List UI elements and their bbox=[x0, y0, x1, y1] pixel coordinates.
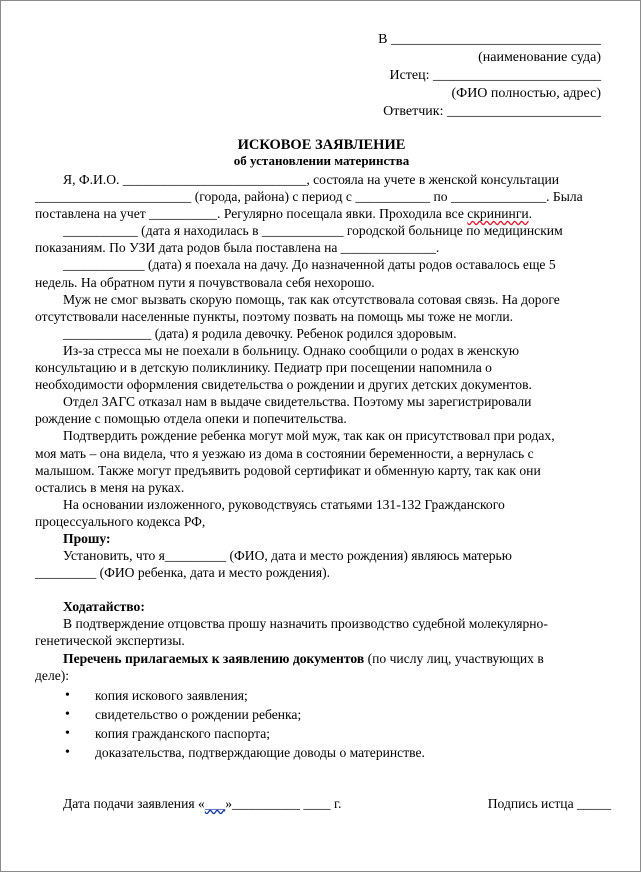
text-line: _______________________ (города, района) с период с ___________ по ______________. Была bbox=[35, 189, 583, 205]
list-item-text: доказательства, подтверждающие доводы о материнстве. bbox=[95, 744, 425, 760]
filing-date bbox=[63, 796, 341, 811]
bullet-icon: • bbox=[65, 725, 70, 741]
request-heading: Прошу: bbox=[63, 530, 111, 546]
paragraph-1 bbox=[35, 171, 611, 222]
addressee-block bbox=[361, 31, 601, 121]
text-line: малышом. Также могут предъявить родовой сертификат и обменную карту, так как они bbox=[35, 462, 541, 478]
text-line: остались в меня на руках. bbox=[35, 479, 185, 495]
text-line: необходимости оформления свидетельства о рождении и других детских документов. bbox=[35, 377, 532, 393]
text-line: Я, Ф.И.О. ___________________________, состояла на учете в женской консультации bbox=[63, 172, 560, 187]
text-line: отсутствовали населенные пункты, поэтому позвать на помощь мы тоже не могли. bbox=[35, 308, 514, 324]
bullet-icon: • bbox=[65, 706, 70, 722]
paragraph-9 bbox=[35, 496, 611, 530]
text-line: Из-за стресса мы не поехали в больницу. Однако сообщили о родах в женскую bbox=[63, 342, 520, 358]
text-line: консультацию и в детскую поликлинику. Педиатр при посещении напомнила о bbox=[35, 360, 492, 376]
plaintiff-hint: (ФИО полностью, адрес) bbox=[451, 86, 601, 101]
paragraph-8 bbox=[35, 427, 611, 495]
text-line bbox=[63, 650, 611, 667]
list-item bbox=[63, 686, 611, 705]
text-line: Муж не смог вызвать скорую помощь, так как отсутствовала сотовая связь. На дороге bbox=[63, 291, 560, 307]
motion-heading: Ходатайство: bbox=[63, 599, 145, 615]
text-line: деле): bbox=[35, 667, 70, 683]
plaintiff-line: Истец: ________________________ bbox=[389, 68, 601, 83]
plaintiff-signature: Подпись истца _____ bbox=[487, 796, 611, 811]
paragraph-7 bbox=[35, 393, 611, 427]
text-line: Установить, что я_________ (ФИО, дата и место рождения) являюсь матерью bbox=[63, 548, 512, 564]
text-line: моя мать – она видела, что я уезжаю из дома в состоянии беременности, а вернулась с bbox=[35, 445, 534, 461]
list-item-text: копия гражданского паспорта; bbox=[95, 725, 271, 741]
text-line: _____________ (дата) я родила девочку. Ребенок родился здоровым. bbox=[63, 325, 457, 341]
text-line: генетической экспертизы. bbox=[35, 633, 185, 649]
text-line: В подтверждение отцовства прошу назначить производство судебной молекулярно- bbox=[63, 616, 548, 632]
attachments-list bbox=[63, 686, 611, 762]
paragraph-11 bbox=[35, 615, 611, 649]
paragraph-4 bbox=[35, 291, 611, 325]
text-line: ____________ (дата) я поехала на дачу. До назначенной даты родов оставалось еще 5 bbox=[63, 257, 556, 273]
paragraph-3 bbox=[35, 256, 611, 290]
spellcheck-word: скрининги bbox=[467, 206, 529, 222]
text-line bbox=[35, 205, 611, 222]
text-line: Отдел ЗАГС отказал нам в выдаче свидетельства. Поэтому мы зарегистрировали bbox=[63, 394, 532, 410]
document-title: ИСКОВОЕ ЗАЯВЛЕНИЕ bbox=[237, 137, 406, 153]
document-body bbox=[35, 171, 611, 762]
paragraph-6 bbox=[35, 342, 611, 393]
paragraph-2 bbox=[35, 222, 611, 256]
text-span: Перечень прилагаемых к заявлению документов bbox=[63, 650, 365, 666]
bullet-icon: • bbox=[65, 687, 70, 703]
text-line: ___________ (дата я находилась в ____________ городской больнице по медицинским bbox=[63, 223, 563, 239]
signature-footer bbox=[63, 795, 611, 812]
text-line: процессуального кодекса РФ, bbox=[35, 513, 206, 529]
bullet-icon: • bbox=[65, 744, 70, 760]
text-span: Дата подачи заявления « bbox=[63, 796, 205, 811]
text-line: рождение с помощью отдела опеки и попечительства. bbox=[35, 411, 347, 427]
text-line: Подтвердить рождение ребенка могут мой муж, так как он присутствовал при родах, bbox=[63, 428, 555, 444]
document-subtitle: об установлении материнства bbox=[233, 153, 410, 168]
text-span: (по числу лиц, участвующих в bbox=[364, 650, 544, 666]
date-day-field: ___ bbox=[204, 796, 226, 811]
defendant-line: Ответчик: ______________________ bbox=[383, 104, 601, 119]
list-item bbox=[63, 724, 611, 743]
list-item-text: копия искового заявления; bbox=[95, 687, 248, 703]
court-hint: (наименование суда) bbox=[478, 50, 601, 65]
paragraph-10 bbox=[35, 547, 611, 581]
text-span: »__________ ____ г. bbox=[225, 796, 342, 811]
text-line: На основании изложенного, руководствуясь статьями 131-132 Гражданского bbox=[63, 496, 505, 512]
list-item bbox=[63, 705, 611, 724]
text-line: недель. На обратном пути я почувствовала себя нехорошо. bbox=[35, 274, 375, 290]
list-item-text: свидетельство о рождении ребенка; bbox=[95, 706, 302, 722]
text-line: _________ (ФИО ребенка, дата и место рождения). bbox=[35, 565, 331, 581]
list-item bbox=[63, 743, 611, 762]
paragraph-5 bbox=[63, 325, 611, 342]
text-line: показаниям. По УЗИ дата родов была поставлена на ______________. bbox=[35, 240, 440, 256]
text-span: . bbox=[528, 206, 533, 222]
text-span: поставлена на учет __________. Регулярно посещала явки. Проходила все bbox=[35, 206, 468, 222]
court-line: В ______________________________ bbox=[378, 32, 601, 47]
attachments-heading bbox=[35, 650, 611, 684]
